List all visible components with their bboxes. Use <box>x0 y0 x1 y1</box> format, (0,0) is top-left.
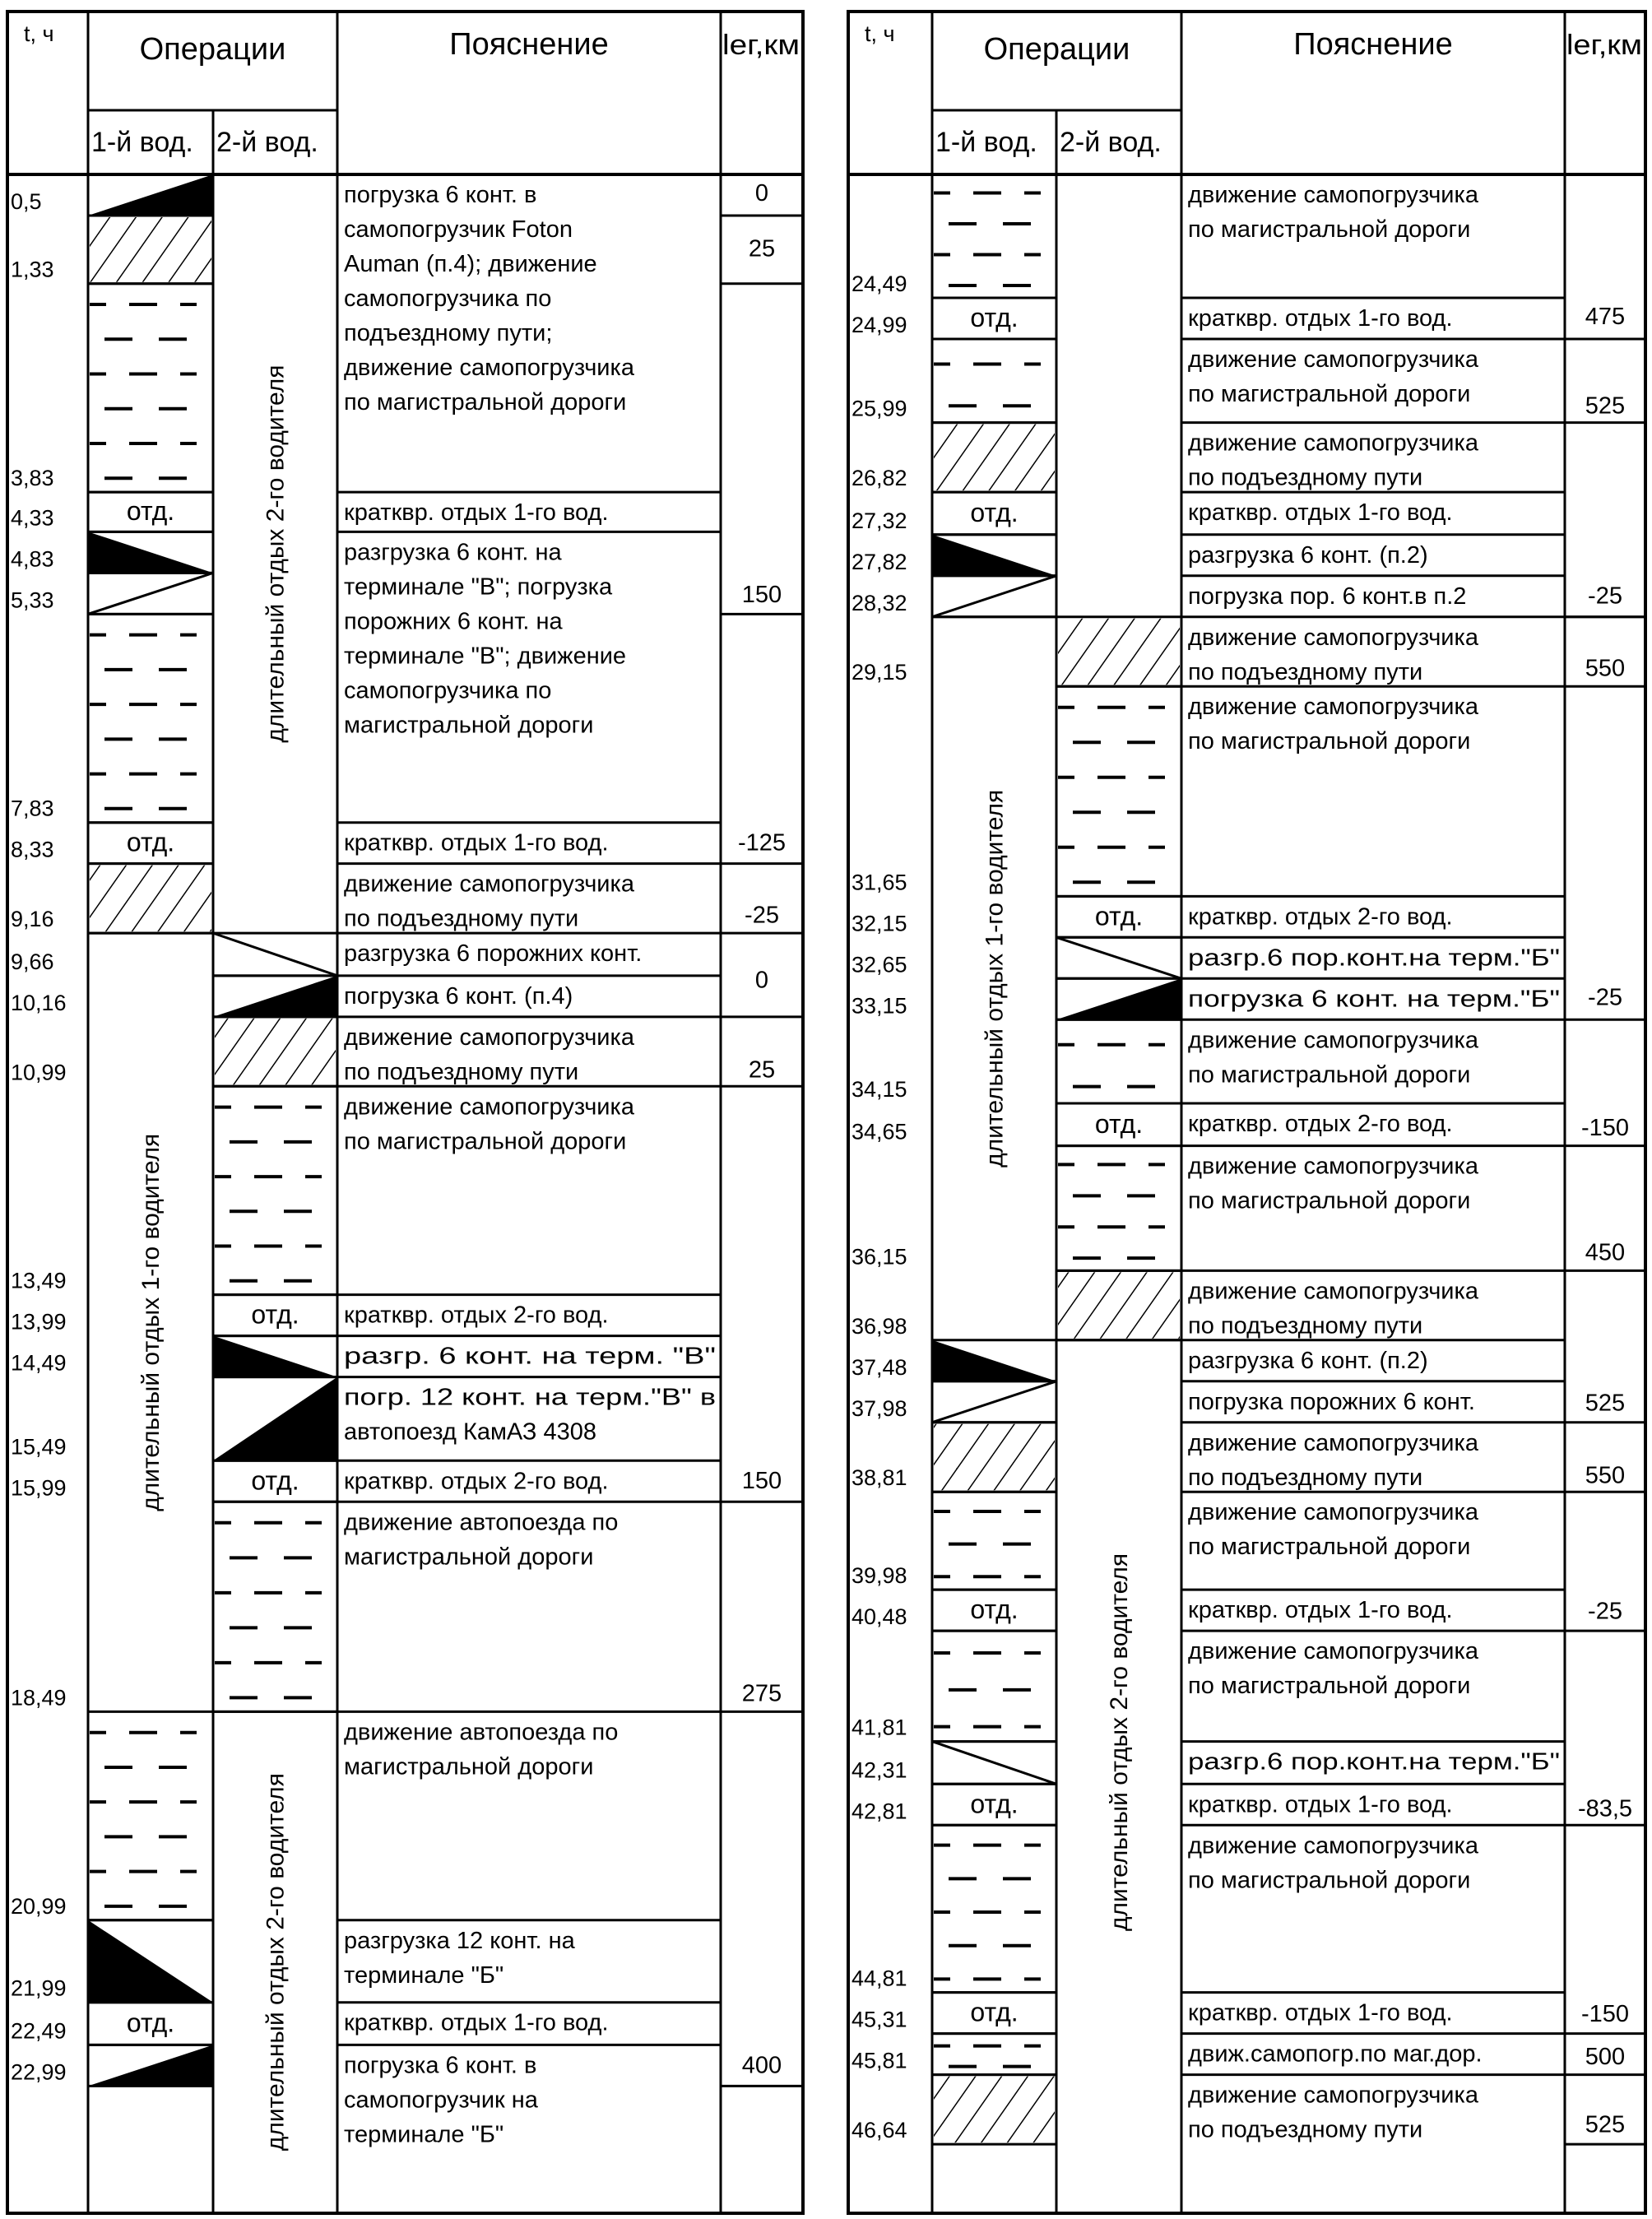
distance-value: 400 <box>741 2052 782 2079</box>
operation-access_road <box>213 1017 337 1086</box>
load-triangle <box>213 976 337 1017</box>
time-mark: 9,16 <box>11 907 54 932</box>
time-mark: 4,33 <box>11 505 54 531</box>
rest-label: отд. <box>251 1465 299 1496</box>
header-operations: Операции <box>139 32 286 67</box>
distance-value: -25 <box>745 902 779 929</box>
unload-triangle <box>88 532 213 573</box>
explanation-text: по подъездному пути <box>1188 2116 1423 2143</box>
time-mark: 34,65 <box>852 1119 907 1144</box>
distance-value: -150 <box>1580 2001 1630 2028</box>
explanation-text: погрузка пор. 6 конт.в п.2 <box>1188 583 1467 610</box>
time-mark: 9,66 <box>11 949 54 974</box>
explanation-text: движение самопогрузчика <box>1188 2082 1478 2109</box>
explanation-text: погрузка порожних 6 конт. <box>1188 1388 1475 1415</box>
distance-value: -25 <box>1588 583 1622 610</box>
time-mark: 37,98 <box>852 1395 907 1421</box>
header-driver-1: 1-й вод. <box>91 127 193 158</box>
explanation-text: терминале "Б" <box>344 1961 504 1989</box>
operation-access_road <box>88 864 213 933</box>
hatch-fill <box>90 217 211 282</box>
explanation-text: движение самопогрузчика <box>1188 1153 1478 1180</box>
explanation-text: по магистральной дороги <box>1188 1061 1471 1089</box>
operation-rest <box>1056 896 1181 937</box>
header-time: t, ч <box>865 21 895 46</box>
operation-highway <box>932 339 1056 423</box>
time-axis <box>11 189 67 2084</box>
explanation-text: погрузка 6 конт. (п.4) <box>344 982 573 1010</box>
time-mark: 10,16 <box>11 990 67 1015</box>
explanation-text: кратквр. отдых 2-го вод. <box>1188 903 1453 931</box>
time-mark: 5,33 <box>11 587 54 613</box>
operation-load_empty <box>88 573 213 614</box>
time-mark: 1,33 <box>11 257 54 282</box>
distance-value: -25 <box>1588 984 1622 1011</box>
operation-rest <box>88 492 213 532</box>
operation-highway <box>213 1086 337 1294</box>
explanation-text: движение самопогрузчика <box>1188 694 1478 721</box>
operation-load_big <box>213 1377 337 1461</box>
explanation-text: самопогрузчика по <box>344 285 552 313</box>
operation-rest <box>213 1460 337 1502</box>
unload-empty-line <box>1056 937 1181 978</box>
explanation-text: по магистральной дороги <box>1188 1534 1471 1561</box>
explanation-text: по магистральной дороги <box>1188 1673 1471 1700</box>
explanation-text: кратквр. отдых 1-го вод. <box>1188 499 1453 527</box>
explanation-text: по магистральной дороги <box>344 1128 627 1155</box>
time-mark: 33,15 <box>852 993 907 1019</box>
operation-access_road <box>1056 1270 1181 1339</box>
time-mark: 27,32 <box>852 508 907 533</box>
explanation-text: разгрузка 6 порожних конт. <box>344 940 643 968</box>
operation-access_road <box>1056 617 1181 686</box>
header-explanation: Пояснение <box>1293 27 1453 62</box>
long-rest-label: длительный отдых 2-го водителя <box>262 1773 290 2152</box>
operation-rest <box>932 1590 1056 1631</box>
hatch-fill <box>934 1424 1055 1490</box>
time-mark: 29,15 <box>852 660 907 685</box>
explanation-text: автопоезд КамАЗ 4308 <box>344 1418 597 1446</box>
distance-value: 500 <box>1585 2043 1626 2070</box>
time-mark: 44,81 <box>852 1966 907 1991</box>
explanation-text: по магистральной дороги <box>1188 1187 1471 1214</box>
explanation-text: движение автопоезда по <box>344 1719 619 1746</box>
distance-value: -150 <box>1580 1114 1630 1141</box>
distance-value: -83,5 <box>1577 1795 1633 1822</box>
header-distance: lег,км <box>722 30 800 61</box>
time-mark: 34,15 <box>852 1076 907 1102</box>
time-mark: 24,49 <box>852 271 907 296</box>
operation-load <box>213 976 337 1017</box>
time-mark: 37,48 <box>852 1354 907 1380</box>
explanation-text: кратквр. отдых 1-го вод. <box>344 499 609 527</box>
explanation-text: по магистральной дороги <box>1188 1867 1471 1894</box>
time-mark: 40,48 <box>852 1604 907 1630</box>
explanation-text: кратквр. отдых 2-го вод. <box>1188 1110 1453 1137</box>
operation-access_road <box>88 216 213 284</box>
distance-value: -125 <box>737 829 787 856</box>
rest-label: отд. <box>126 2008 175 2038</box>
unload-empty-line <box>932 1742 1056 1785</box>
rest-label: отд. <box>1094 901 1144 931</box>
operation-rest <box>932 1784 1056 1825</box>
explanation-text: движение самопогрузчика <box>1188 346 1478 373</box>
explanation-text: разгрузка 12 конт. на <box>344 1927 575 1954</box>
time-mark: 26,82 <box>852 466 907 491</box>
operation-highway <box>88 614 213 822</box>
time-mark: 14,49 <box>11 1350 67 1376</box>
operation-unload_empty <box>213 933 337 976</box>
time-mark: 46,64 <box>852 2118 907 2143</box>
explanation-text: движение самопогрузчика <box>344 355 634 382</box>
rest-label: отд. <box>126 496 175 527</box>
hatch-fill <box>90 866 211 931</box>
explanation-text: по магистральной дороги <box>344 389 627 416</box>
load-triangle <box>88 2045 213 2086</box>
time-mark: 20,99 <box>11 1893 67 1919</box>
long-rest-label: длительный отдых 2-го водителя <box>262 364 290 743</box>
operation-access_road <box>932 423 1056 492</box>
operation-load_empty <box>932 576 1056 617</box>
unload-triangle <box>932 535 1056 576</box>
rest-label: отд. <box>1094 1108 1144 1139</box>
distances <box>1565 304 1645 2144</box>
hatch-fill <box>934 425 1055 490</box>
time-mark: 24,99 <box>852 312 907 337</box>
explanation-text: терминале "В"; погрузка <box>344 573 613 601</box>
header-driver-2: 2-й вод. <box>1060 127 1162 158</box>
explanation-text: погрузка 6 конт. в <box>344 2052 537 2079</box>
hatch-fill <box>1058 1272 1180 1338</box>
time-mark: 13,49 <box>11 1268 67 1293</box>
explanation-text: по подъездному пути <box>1188 658 1423 685</box>
explanation-text: разгрузка 6 конт. (п.2) <box>1188 1347 1428 1374</box>
time-axis <box>852 272 907 2142</box>
time-mark: 7,83 <box>11 796 54 821</box>
explanation-text: разгр.6 пор.конт.на терм."Б" <box>1188 1748 1560 1776</box>
operation-unload_filled <box>88 532 213 573</box>
time-mark: 41,81 <box>852 1715 907 1740</box>
rest-label: отд. <box>970 497 1019 527</box>
operation-highway <box>932 1825 1056 1992</box>
distance-value: 25 <box>748 235 776 262</box>
explanation-text: магистральной дороги <box>344 712 594 739</box>
time-mark: 22,99 <box>11 2059 67 2085</box>
explanation-text: по подъездному пути <box>344 905 579 932</box>
operation-highway <box>1056 1146 1181 1271</box>
operation-rest <box>88 823 213 864</box>
explanation-text: кратквр. отдых 2-го вод. <box>344 1468 609 1495</box>
unload-triangle <box>213 1336 337 1377</box>
rest-label: отд. <box>970 302 1019 332</box>
operation-load <box>88 2045 213 2086</box>
time-mark: 25,99 <box>852 396 907 421</box>
rest-label: отд. <box>970 1997 1019 2027</box>
distance-value: 525 <box>1585 2111 1626 2138</box>
distances <box>721 180 803 2086</box>
load-triangle <box>213 1377 337 1461</box>
explanation-text: по магистральной дороги <box>1188 380 1471 407</box>
time-mark: 45,81 <box>852 2048 907 2073</box>
operation-load <box>1056 978 1181 1019</box>
explanation-text: по магистральной дороги <box>1188 728 1471 755</box>
explanation-text: терминале "В"; движение <box>344 643 627 670</box>
distance-value: 150 <box>741 581 782 608</box>
operation-highway <box>932 1492 1056 1590</box>
time-mark: 18,49 <box>11 1685 67 1711</box>
hatch-fill <box>215 1019 336 1084</box>
explanation-text: разгр.6 пор.конт.на терм."Б" <box>1188 945 1560 972</box>
explanation-text: движ.самопогр.по маг.дор. <box>1188 2040 1483 2068</box>
explanations <box>1181 174 1565 2143</box>
time-mark: 36,15 <box>852 1244 907 1270</box>
operation-highway <box>1056 686 1181 896</box>
header-explanation: Пояснение <box>449 27 609 62</box>
distance-value: 0 <box>754 967 769 994</box>
operation-rest <box>213 1295 337 1336</box>
long-rest-label: длительный отдых 1-го водителя <box>981 789 1009 1168</box>
explanation-text: движение самопогрузчика <box>1188 1638 1478 1665</box>
explanation-text: по подъездному пути <box>1188 1312 1423 1339</box>
time-mark: 36,98 <box>852 1313 907 1339</box>
distance-value: 525 <box>1585 1390 1626 1417</box>
time-mark: 38,81 <box>852 1465 907 1491</box>
explanation-text: движение самопогрузчика <box>344 870 634 898</box>
distance-value: 25 <box>748 1056 776 1084</box>
unload-triangle <box>932 1340 1056 1381</box>
unload-empty-line <box>213 933 337 976</box>
time-mark: 10,99 <box>11 1060 67 1085</box>
operation-rest <box>932 492 1056 535</box>
explanation-text: кратквр. отдых 1-го вод. <box>344 2009 609 2036</box>
long-rest-label: длительный отдых 1-го водителя <box>137 1133 165 1511</box>
unload-triangle <box>88 1920 213 2003</box>
operation-unload_empty <box>1056 937 1181 978</box>
distance-value: 275 <box>741 1680 782 1707</box>
time-mark: 15,49 <box>11 1434 67 1460</box>
distance-value: 450 <box>1585 1239 1626 1266</box>
header-time: t, ч <box>24 21 54 46</box>
time-mark: 22,49 <box>11 2018 67 2044</box>
explanation-text: движение самопогрузчика <box>344 1024 634 1051</box>
long-rest-label: длительный отдых 2-го водителя <box>1106 1553 1133 1931</box>
rest-label: отд. <box>126 827 175 857</box>
explanation-text: движение автопоезда по <box>344 1509 619 1536</box>
explanation-text: погрузка 6 конт. в <box>344 182 537 209</box>
time-mark: 21,99 <box>11 1975 67 2001</box>
operation-rest <box>932 298 1056 339</box>
distance-value: 525 <box>1585 392 1626 420</box>
time-mark: 28,32 <box>852 590 907 615</box>
operation-access_road <box>932 2075 1056 2144</box>
explanation-text: движение самопогрузчика <box>1188 1832 1478 1859</box>
header-operations: Операции <box>983 32 1130 67</box>
explanation-text: по подъездному пути <box>1188 464 1423 491</box>
explanation-text: порожних 6 конт. на <box>344 608 563 635</box>
time-mark: 3,83 <box>11 466 54 491</box>
explanations <box>337 174 721 2147</box>
explanation-text: разгр. 6 конт. на терм. "В" <box>344 1343 716 1370</box>
operation-unload_filled <box>932 1340 1056 1381</box>
hatch-fill <box>934 2077 1055 2142</box>
operation-unload_big <box>88 1920 213 2003</box>
explanation-text: движение самопогрузчика <box>1188 1027 1478 1054</box>
explanation-text: движение самопогрузчика <box>1188 429 1478 457</box>
distance-value: 550 <box>1585 655 1626 682</box>
explanation-text: кратквр. отдых 1-го вод. <box>1188 1791 1453 1818</box>
explanation-text: самопогрузчик Foton <box>344 216 573 244</box>
rest-label: отд. <box>970 1789 1019 1819</box>
header-driver-1: 1-й вод. <box>935 127 1037 158</box>
operation-rest <box>1056 1103 1181 1146</box>
explanation-text: подъездному пути; <box>344 320 553 347</box>
explanation-text: самопогрузчик на <box>344 2087 538 2114</box>
panel-right <box>848 12 1645 2213</box>
explanation-text: погр. 12 конт. на терм."В" в <box>344 1384 716 1411</box>
operation-highway <box>932 174 1056 298</box>
time-mark: 0,5 <box>11 188 42 214</box>
explanation-text: магистральной дороги <box>344 1753 594 1780</box>
explanation-text: Auman (п.4); движение <box>344 251 597 278</box>
distance-value: 475 <box>1585 304 1626 331</box>
time-mark: 15,99 <box>11 1475 67 1501</box>
explanation-text: разгрузка 6 конт. (п.2) <box>1188 541 1428 569</box>
explanation-text: кратквр. отдых 1-го вод. <box>1188 304 1453 332</box>
explanation-text: терминале "Б" <box>344 2121 504 2148</box>
explanation-text: самопогрузчика по <box>344 677 552 704</box>
explanation-text: движение самопогрузчика <box>344 1093 634 1121</box>
explanation-text: движение самопогрузчика <box>1188 182 1478 209</box>
load-triangle <box>1056 978 1181 1019</box>
rest-label: отд. <box>251 1299 299 1330</box>
time-mark: 39,98 <box>852 1563 907 1589</box>
time-mark: 27,82 <box>852 549 907 574</box>
header-driver-2: 2-й вод. <box>216 127 318 158</box>
explanation-text: по магистральной дороги <box>1188 216 1471 244</box>
distance-value: -25 <box>1588 1598 1622 1625</box>
rest-label: отд. <box>970 1595 1019 1625</box>
load-triangle <box>88 174 213 216</box>
explanation-text: движение самопогрузчика <box>1188 1429 1478 1456</box>
time-mark: 45,31 <box>852 2007 907 2032</box>
explanation-text: разгрузка 6 конт. на <box>344 539 562 566</box>
operation-unload_filled <box>213 1336 337 1377</box>
explanation-text: движение самопогрузчика <box>1188 624 1478 651</box>
distance-value: 0 <box>754 180 769 207</box>
operation-load <box>88 174 213 216</box>
panel-left <box>7 12 803 2213</box>
operation-access_road <box>932 1423 1056 1492</box>
time-mark: 42,81 <box>852 1799 907 1824</box>
operation-highway <box>88 284 213 492</box>
explanation-text: погрузка 6 конт. на терм."Б" <box>1188 986 1560 1013</box>
operation-highway <box>932 1631 1056 1741</box>
operation-load_empty <box>932 1381 1056 1423</box>
time-mark: 4,83 <box>11 546 54 572</box>
explanation-text: магистральной дороги <box>344 1544 594 1571</box>
time-mark: 32,65 <box>852 952 907 977</box>
load-empty-line <box>932 1381 1056 1423</box>
load-empty-line <box>932 576 1056 617</box>
operation-unload_filled <box>932 535 1056 576</box>
hatch-fill <box>1058 619 1180 685</box>
time-mark: 32,15 <box>852 911 907 936</box>
distance-value: 550 <box>1585 1462 1626 1489</box>
explanation-text: кратквр. отдых 1-го вод. <box>344 829 609 856</box>
header-distance: lег,км <box>1566 30 1642 61</box>
explanation-text: кратквр. отдых 2-го вод. <box>344 1302 609 1329</box>
operation-highway <box>213 1502 337 1711</box>
operation-highway <box>1056 1019 1181 1103</box>
distance-value: 150 <box>741 1468 782 1495</box>
time-mark: 13,99 <box>11 1309 67 1335</box>
operation-rest <box>88 2003 213 2045</box>
explanation-text: кратквр. отдых 1-го вод. <box>1188 1999 1453 2026</box>
time-mark: 42,31 <box>852 1757 907 1783</box>
load-empty-line <box>88 573 213 614</box>
explanation-text: кратквр. отдых 1-го вод. <box>1188 1597 1453 1624</box>
operation-rest <box>932 1993 1056 2034</box>
explanation-text: движение самопогрузчика <box>1188 1278 1478 1305</box>
operation-highway <box>932 2034 1056 2075</box>
explanation-text: по подъездному пути <box>1188 1464 1423 1491</box>
time-mark: 31,65 <box>852 870 907 895</box>
explanation-text: по подъездному пути <box>344 1058 579 1085</box>
time-mark: 8,33 <box>11 837 54 862</box>
operation-highway <box>88 1711 213 1920</box>
explanation-text: движение самопогрузчика <box>1188 1499 1478 1526</box>
operation-unload_empty <box>932 1742 1056 1785</box>
